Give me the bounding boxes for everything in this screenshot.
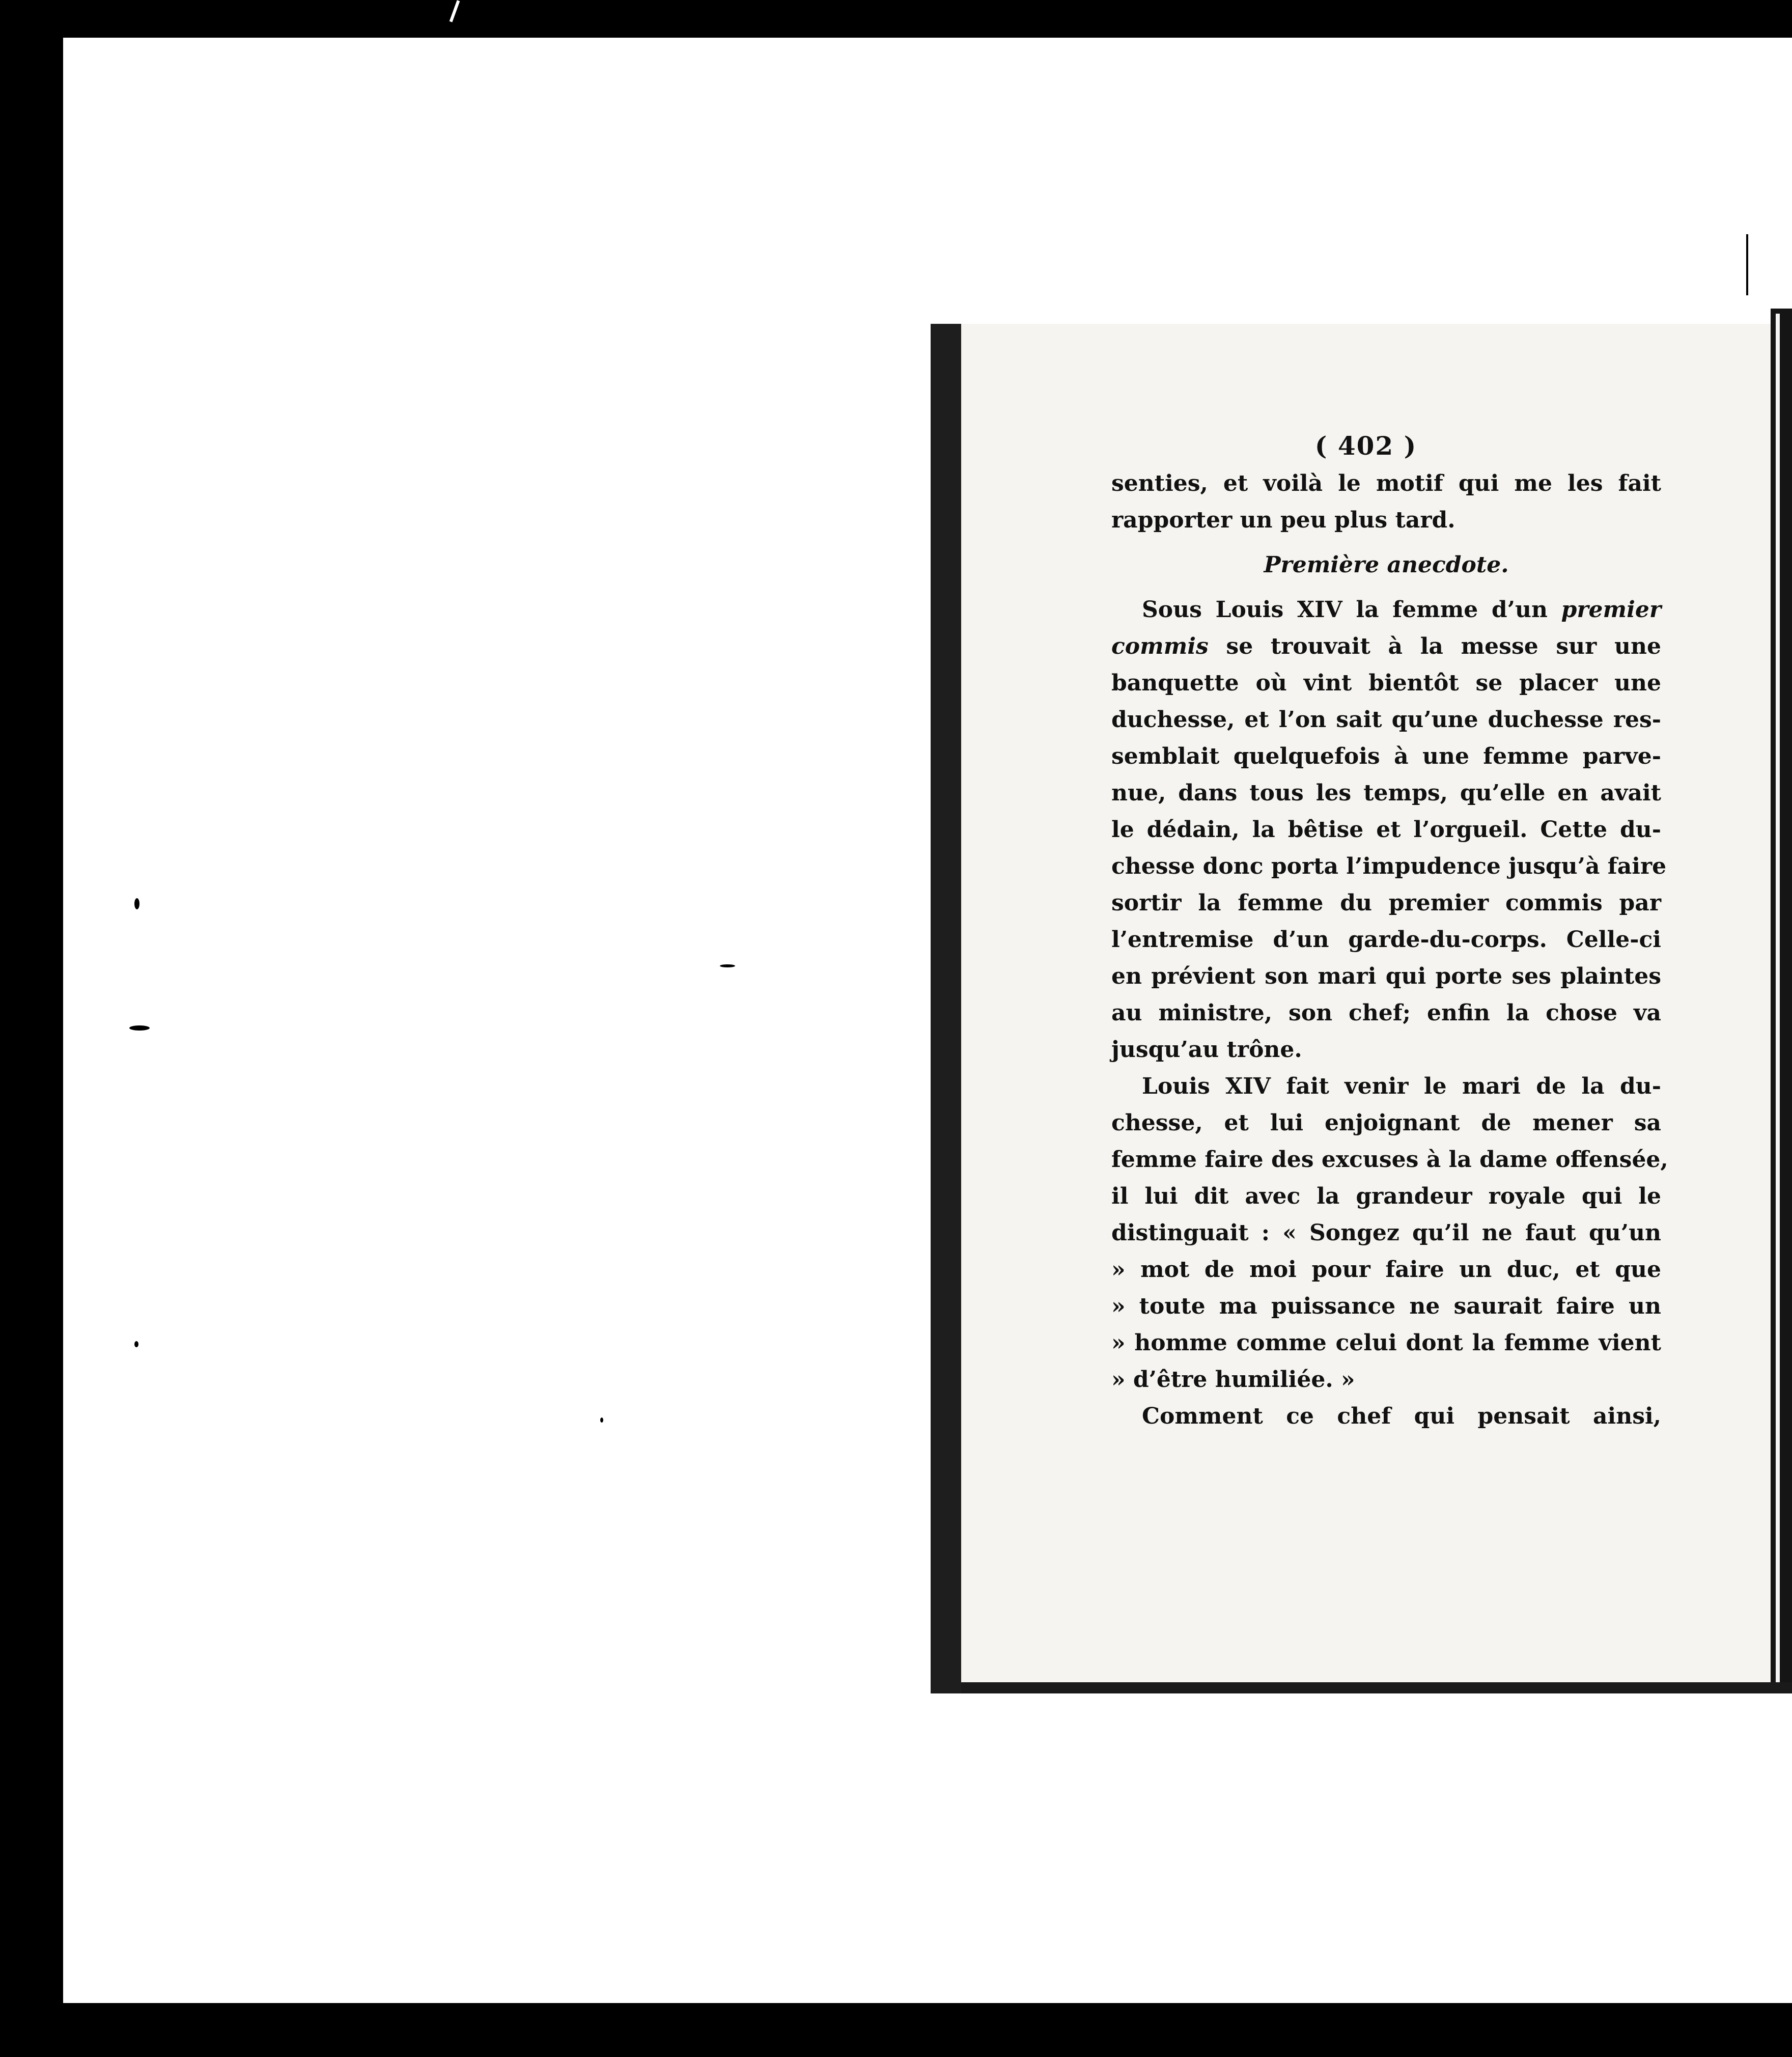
speck (720, 964, 735, 967)
page-text (1111, 465, 1668, 1435)
book-page (961, 324, 1771, 1682)
text-line: Louis XIV fait venir le mari de la du- (1142, 1073, 1661, 1099)
text-line: » mot de moi pour faire un duc, et que (1111, 1257, 1661, 1283)
scan-mark (450, 0, 460, 22)
text-line: » toute ma puissance ne saurait faire un (1111, 1293, 1661, 1319)
speck (129, 1025, 150, 1031)
speck (134, 1341, 138, 1347)
text-line: au ministre, son chef; enfin la chose va (1111, 1000, 1661, 1026)
text-line: sortir la femme du premier commis par (1111, 890, 1661, 916)
scan-rule (1746, 234, 1748, 295)
text-line: le dédain, la bêtise et l’orgueil. Cette du- (1111, 817, 1661, 843)
speck (134, 898, 139, 909)
text-line: chesse, et lui enjoignant de mener sa (1111, 1110, 1661, 1136)
page-number: ( 402 ) (1314, 431, 1417, 461)
text-span: se trouvait à la messe sur une (1208, 633, 1661, 659)
text-line: chesse donc porta l’impudence jusqu’à faire (1111, 853, 1667, 879)
book-back-board (1771, 309, 1792, 1683)
text-line: semblait quelquefois à une femme parve- (1111, 743, 1661, 769)
text-line (1111, 592, 1661, 628)
book-bottom-edge (961, 1682, 1792, 1693)
text-span: Sous Louis XIV la femme d’un (1142, 597, 1561, 623)
text-line: en prévient son mari qui porte ses plaintes (1111, 963, 1661, 989)
text-line: femme faire des excuses à la dame offensée, (1111, 1147, 1668, 1173)
text-line: jusqu’au trône. (1111, 1037, 1302, 1063)
book-spine (931, 324, 961, 1693)
text-line: il lui dit avec la grandeur royale qui le (1111, 1183, 1661, 1209)
book-back-edge (1776, 314, 1780, 1683)
text-line (1111, 628, 1661, 665)
book (931, 324, 1792, 1693)
text-line: l’entremise d’un garde-du-corps. Celle-ci (1111, 927, 1661, 953)
text-line: » homme comme celui dont la femme vient (1111, 1330, 1661, 1356)
text-line: » d’être humiliée. » (1111, 1367, 1355, 1393)
speck (600, 1417, 603, 1423)
text-line: rapporter un peu plus tard. (1111, 507, 1455, 533)
text-line: Comment ce chef qui pensait ainsi, (1142, 1403, 1661, 1429)
text-line: senties, et voilà le motif qui me les fait (1111, 470, 1661, 496)
text-line: distinguait : « Songez qu’il ne faut qu’un (1111, 1220, 1661, 1246)
section-heading: Première anecdote. (1264, 552, 1509, 578)
italic-span: premier (1561, 597, 1661, 623)
text-line: banquette où vint bientôt se placer une (1111, 670, 1661, 696)
text-line: duchesse, et l’on sait qu’une duchesse res- (1111, 707, 1661, 733)
italic-span: commis (1111, 633, 1209, 659)
text-line: nue, dans tous les temps, qu’elle en avait (1111, 780, 1661, 806)
